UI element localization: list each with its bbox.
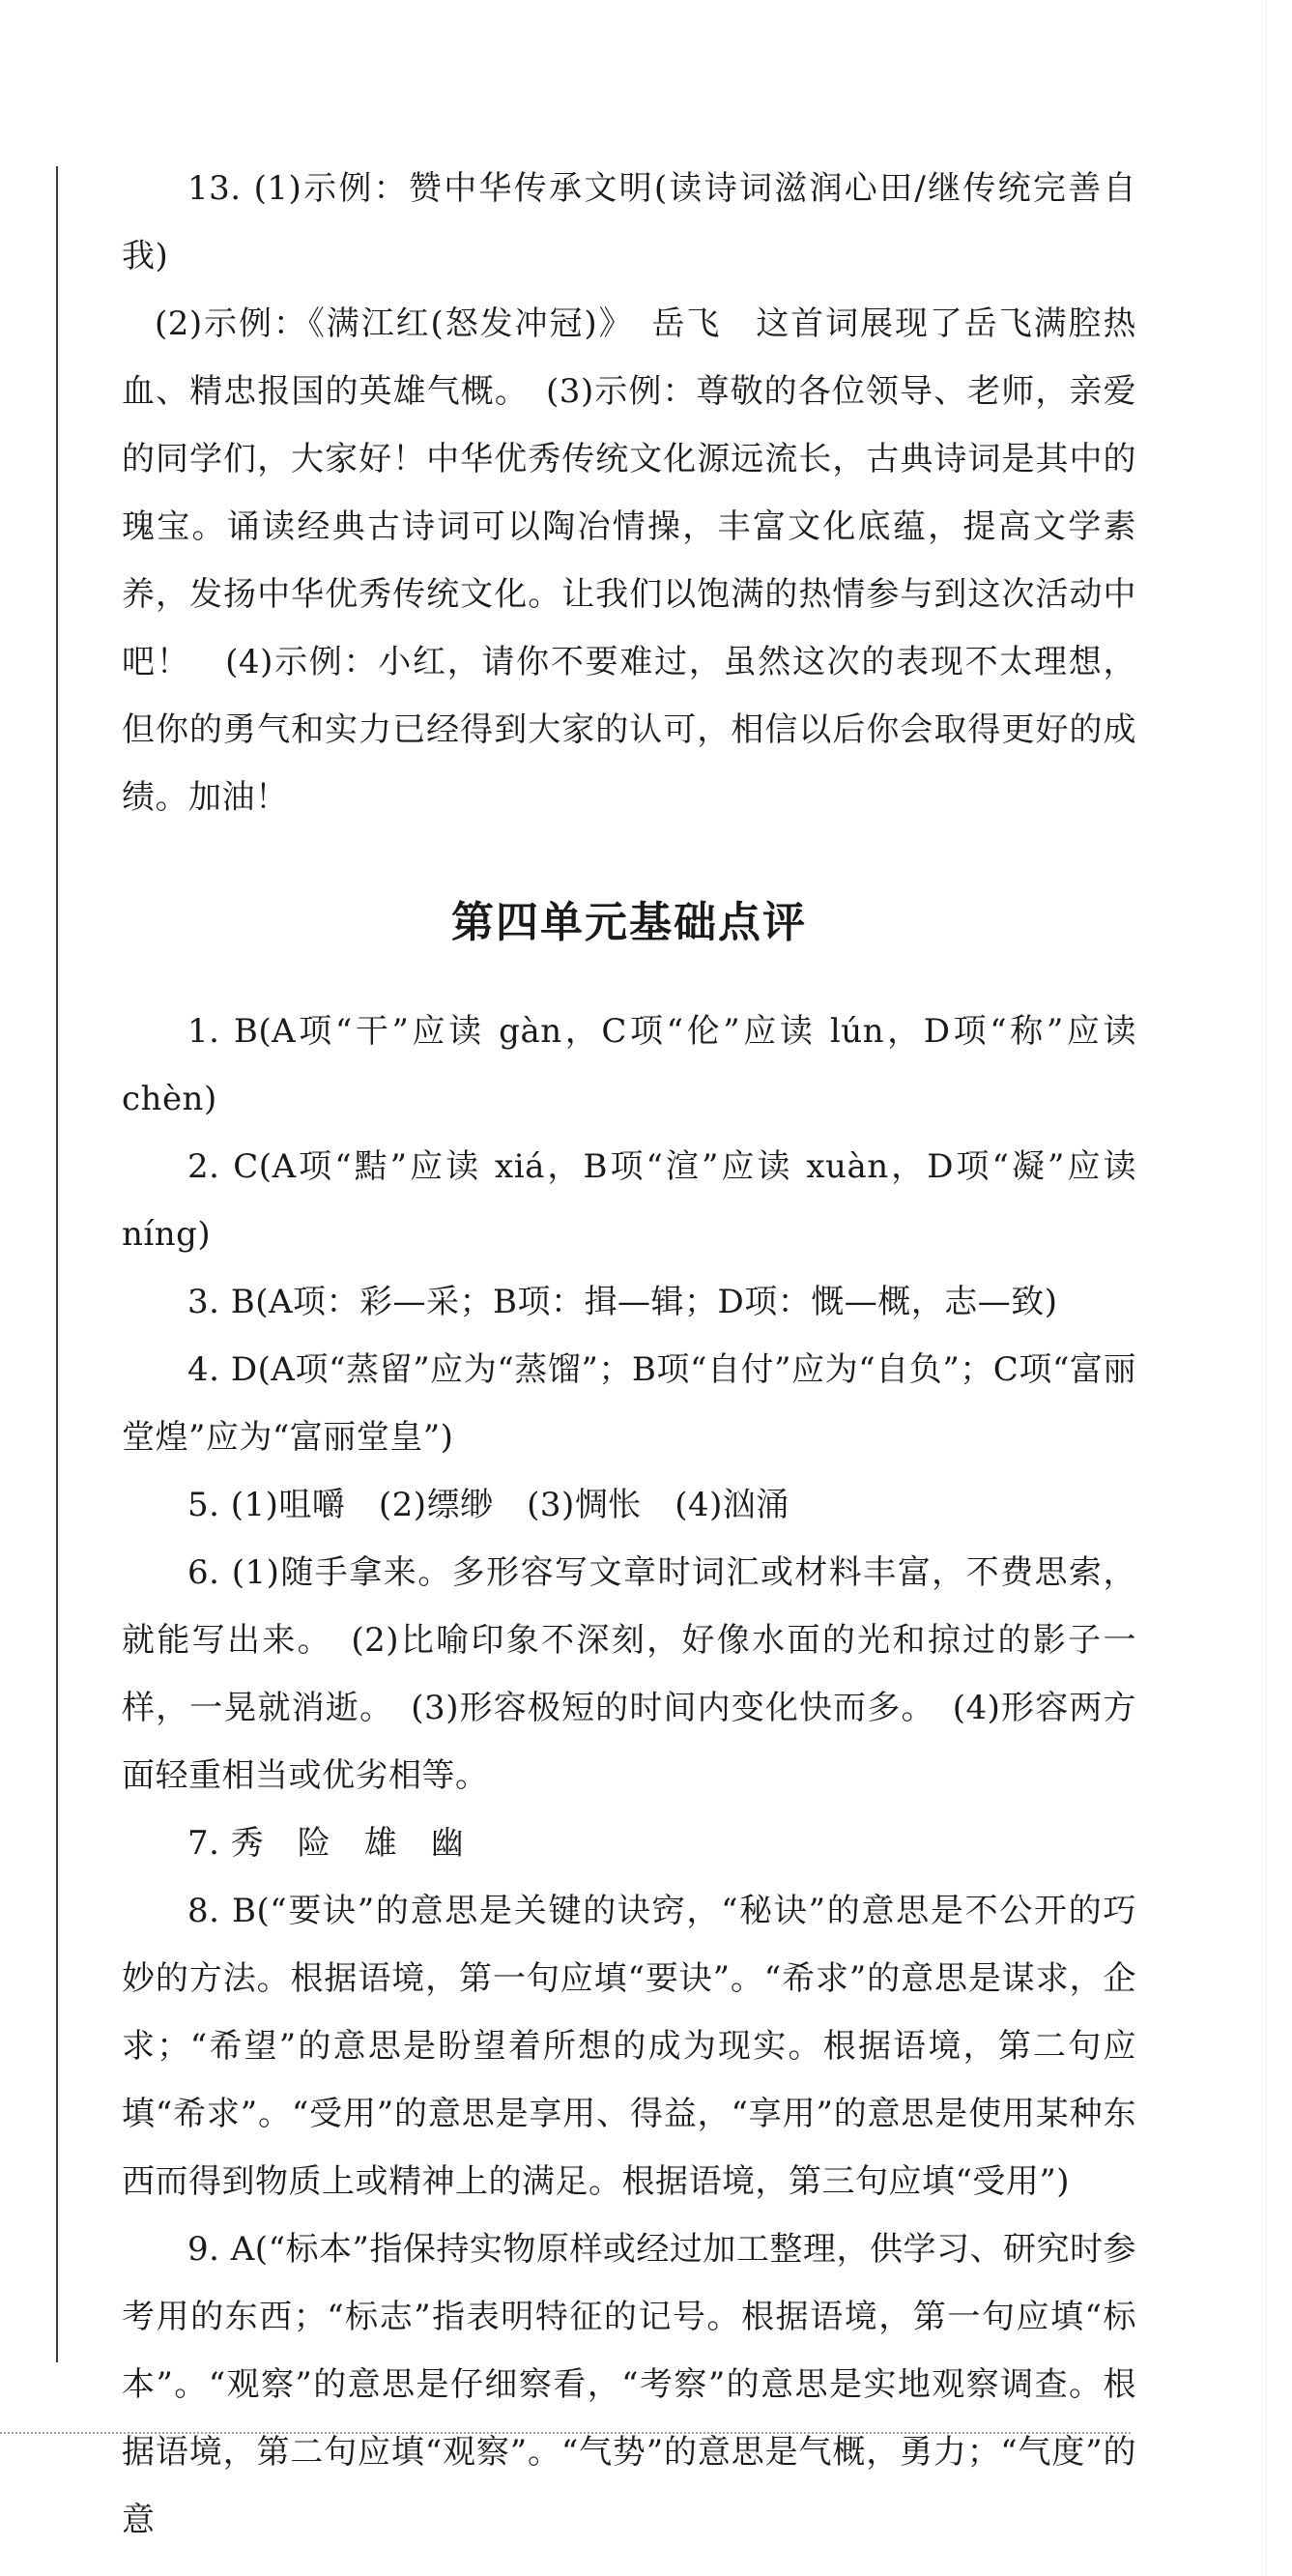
answer-4: 4. D(A项“蒸留”应为“蒸馏”；B项“自付”应为“自负”；C项“富丽堂煌”应为“富丽堂皇”) — [122, 1350, 1136, 1457]
answer-8: 8. B(“要诀”的意思是关键的诀窍，“秘诀”的意思是不公开的巧妙的方法。根据语境，第一句应填“要诀”。“希求”的意思是谋求，企求；“希望”的意思是盼望着所想的成为现实。根据语境，第二句应填“希求”。“受用”的意思是享用、得益，“享用”的意思是使用某种东西而得到物质上或精神上的满足。根据语境，第三句应填“受用”) — [122, 1892, 1136, 2201]
answer-3: 3. B(A项：彩—采；B项：揖—辑；D项：慨—概，志—致) — [187, 1283, 1058, 1321]
answer-13-body: (2)示例：《满江红(怒发冲冠)》 岳飞 这首词展现了岳飞满腔热血、精忠报国的英雄气概。 (3)示例：尊敬的各位领导、老师，亲爱的同学们，大家好！中华优秀传统文化源远流长，古典诗词是其中的瑰宝。诵读经典古诗词可以陶冶情操，丰富文化底蕴，提高文学素养，发扬中华优秀传统文化。让我们以饱满的热情参与到这次活动中吧！ (4)示例：小红，请你不要难过，虽然这次的表现不太理想，但你的勇气和实力已经得到大家的认可，相信以后你会取得更好的成绩。加油！ — [122, 304, 1136, 817]
document-body — [122, 155, 1136, 2554]
page-bottom-divider — [0, 2432, 1131, 2434]
answer-1: 1. B(A项“干”应读 gàn，C项“伦”应读 lún，D项“称”应读 chèn) — [122, 1012, 1136, 1118]
answer-5: 5. (1)咀嚼 (2)缥缈 (3)惆怅 (4)汹涌 — [187, 1486, 790, 1524]
answer-7: 7. 秀 险 雄 幽 — [187, 1824, 465, 1863]
answer-13-line1: 13. (1)示例：赞中华传承文明(读诗词滋润心田/继传统完善自我) — [122, 169, 1136, 275]
answer-9: 9. A(“标本”指保持实物原样或经过加工整理，供学习、研究时参考用的东西；“标志”指表明特征的记号。根据语境，第一句应填“标本”。“观察”的意思是仔细察看，“考察”的意思是实地观察调查。根据语境，第二句应填“观察”。“气势”的意思是气概，勇力；“气度”的意 — [122, 2230, 1136, 2539]
section-title: 第四单元基础点评 — [451, 898, 807, 947]
answer-6: 6. (1)随手拿来。多形容写文章时词汇或材料丰富，不费思索，就能写出来。 (2)比喻印象不深刻，好像水面的光和掠过的影子一样，一晃就消逝。 (3)形容极短的时间内变化快而多。 (4)形容两方面轻重相当或优劣相等。 — [122, 1553, 1136, 1795]
left-margin-rule — [56, 166, 58, 2362]
answer-2: 2. C(A项“黠”应读 xiá，B项“渲”应读 xuàn，D项“凝”应读 níng) — [122, 1147, 1136, 1254]
